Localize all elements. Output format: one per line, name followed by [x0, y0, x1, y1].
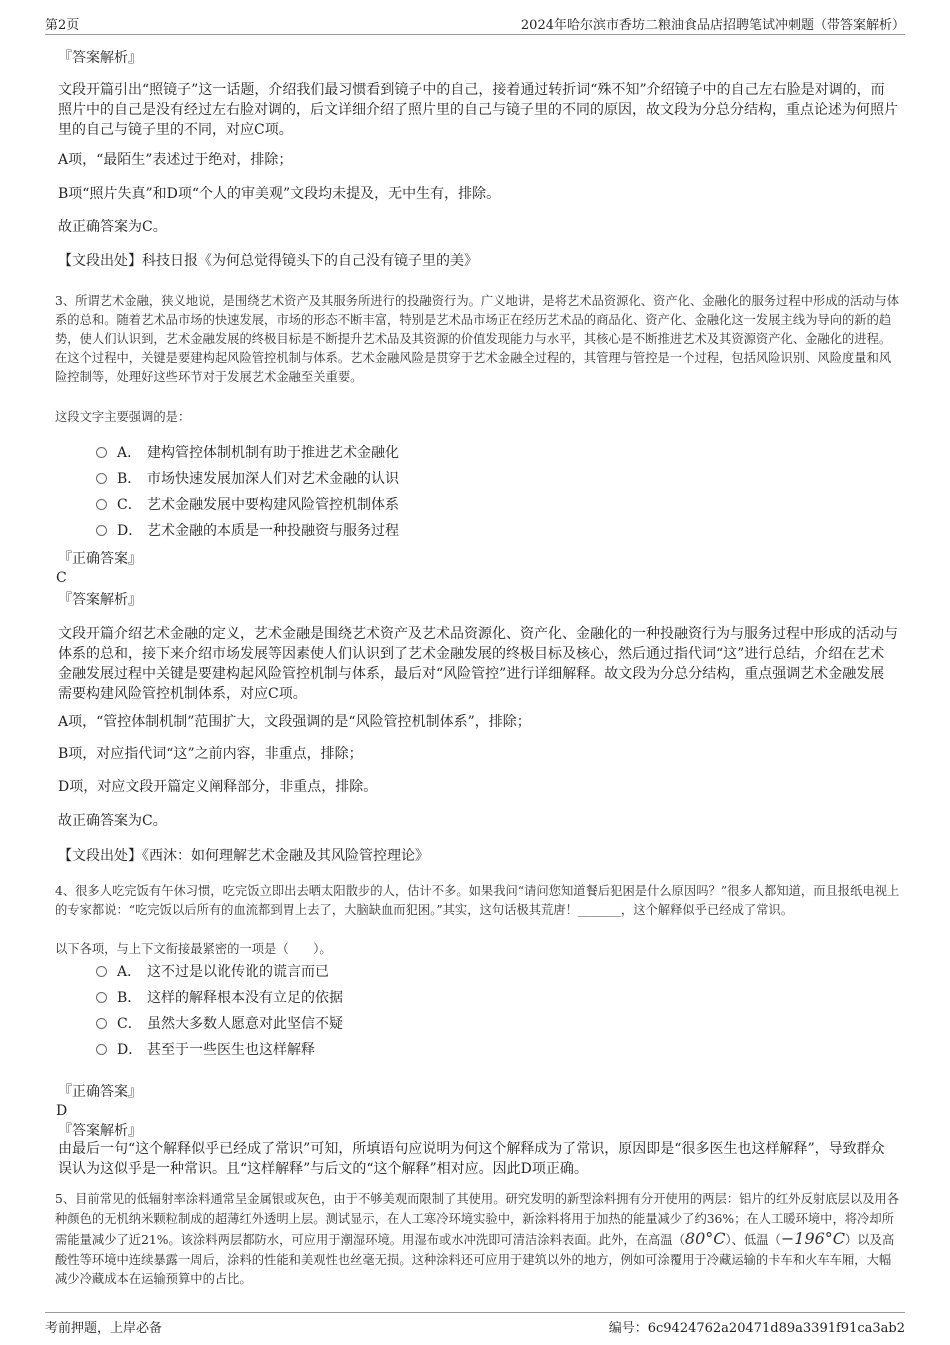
q3-analysis-text: 文段开篇介绍艺术金融的定义，艺术金融是围绕艺术资产及艺术品资源化、资产化、金融化的一种投融资行为与服务过程中形成的活动与体系的总和，接下来介绍市场发展等因素使人们认识到了艺术金融发展的终极目标及核心，然后通过指代词“这”进行总结，介绍在艺术金融发展过程中关键是要建构起风险管控机制与体系，最后对“风险管控”进行详细解释。故文段为分总分结构，重点强调艺术金融发展需要构建风险管控机制体系，对应C项。 — [58, 626, 898, 702]
document-id: 编号：6c9424762a20471d89a3391f91ca3ab2 — [608, 1321, 905, 1336]
q3-option-b-note: B项，对应指代词“这”之前内容，非重点，排除； — [58, 746, 363, 762]
document-title: 2024年哈尔滨市香坊二粮油食品店招聘笔试冲刺题（带答案解析） — [520, 18, 905, 33]
q3-option-d[interactable]: D． 艺术金融的本质是一种投融资与服务过程 — [96, 521, 399, 541]
q3-option-a[interactable]: A． 建构管控体制机制有助于推进艺术金融化 — [96, 443, 399, 463]
radio-icon[interactable] — [96, 966, 107, 977]
q5-stem: 5、目前常见的低辐射率涂料通常呈金属银或灰色，由于不够美观而限制了其使用。研究发明的新型涂料拥有分开使用的两层：铝片的红外反射底层以及用各种颜色的无机纳米颗粒制成的超薄红外透明上层。测试显示，在人工寒冷环境实验中，新涂料将用于加热的能量减少了约36%；在人工暖环境中，将冷却所需能量减少了近21%。该涂料两层都防水，可应用于潮湿环境。用湿布或水冲洗即可清洁涂料表面。此外，在高温（80°C）、低温（−196°C）以及高酸性等环境中连续暴露一周后，涂料的性能和美观性也丝毫无损。这种涂料还可应用于建筑以外的地方，例如可涂覆用于冷藏运输的卡车和火车车厢，大幅减少冷藏成本在运输预算中的占比。 — [55, 1192, 900, 1286]
page-footer — [45, 1312, 905, 1337]
q4-option-b[interactable]: B． 这样的解释根本没有立足的依据 — [96, 988, 343, 1008]
radio-icon[interactable] — [96, 525, 107, 536]
radio-icon[interactable] — [96, 447, 107, 458]
q2-analysis-title: 『答案解析』 — [58, 50, 142, 66]
q4-answer: D — [56, 1103, 68, 1119]
q3-option-c[interactable]: C． 艺术金融发展中要构建风险管控机制体系 — [96, 495, 399, 515]
page-number: 第2页 — [45, 18, 80, 33]
page-header — [45, 14, 905, 35]
q3-stem: 3、所谓艺术金融，狭义地说，是围绕艺术资产及其服务所进行的投融资行为。广义地讲，是将艺术品资源化、资产化、金融化的服务过程中形成的活动与体系的总和。随着艺术品市场的快速发展，市场的形态不断丰富，特别是艺术品市场正在经历艺术品的商品化、资产化、金融化这一发展主线为导向的新的趋势，使人们认识到，艺术金融发展的终极目标是不断提升艺术品及其资源的价值发现能力与水平，其核心是不断推进艺术及其资源资产化、金融化的进程。在这个过程中，关键是要建构起风险管控机制与体系。艺术金融风险是贯穿于艺术金融全过程的，其管理与管控是一个过程，包括风险识别、风险度量和风险控制等，处理好这些环节对于发展艺术金融至关重要。 — [55, 294, 900, 384]
radio-icon[interactable] — [96, 499, 107, 510]
q3-option-b[interactable]: B． 市场快速发展加深人们对艺术金融的认识 — [96, 469, 399, 489]
q3-option-a-note: A项，“管控体制机制”范围扩大，文段强调的是“风险管控机制体系”，排除； — [58, 714, 531, 730]
q2-option-bd-note: B项“照片失真”和D项“个人的审美观”文段均未提及，无中生有，排除。 — [58, 186, 501, 202]
q4-analysis-text: 由最后一句“这个解释似乎已经成了常识”可知，所填语句应说明为何这个解释成为了常识，原因即是“很多医生也这样解释”，导致群众误认为这似乎是一种常识。且“这样解释”与后文的“这个解释”相对应。因此D项正确。 — [58, 1141, 885, 1177]
radio-icon[interactable] — [96, 473, 107, 484]
footer-slogan: 考前押题，上岸必备 — [45, 1321, 163, 1336]
q4-option-c[interactable]: C． 虽然大多数人愿意对此坚信不疑 — [96, 1014, 343, 1034]
q3-question: 这段文字主要强调的是： — [55, 410, 191, 424]
q2-source: 【文段出处】科技日报《为何总觉得镜头下的自己没有镜子里的美》 — [58, 253, 478, 269]
temperature-low: −196°C — [780, 1229, 846, 1248]
q3-answer: C — [56, 570, 67, 586]
q4-answer-title: 『正确答案』 — [58, 1084, 142, 1100]
q4-stem: 4、很多人吃完饭有午休习惯，吃完饭立即出去晒太阳散步的人，估计不多。如果我问“请问您知道餐后犯困是什么原因吗？”很多人都知道，而且报纸电视上的专家都说：“吃完饭以后所有的血流都到胃上去了，大脑缺血而犯困。”其实，这句话极其荒唐！_______，这个解释似乎已经成了常识。 — [55, 884, 900, 917]
radio-icon[interactable] — [96, 1018, 107, 1029]
q3-conclusion: 故正确答案为C。 — [58, 813, 167, 829]
q4-analysis-title: 『答案解析』 — [58, 1123, 142, 1139]
q4-question: 以下各项，与上下文衔接最紧密的一项是（ ）。 — [55, 942, 332, 956]
q2-analysis-text: 文段开篇引出“照镜子”这一话题，介绍我们最习惯看到镜子中的自己，接着通过转折词“殊不知”介绍镜子中的自己左右脸是对调的，而照片中的自己是没有经过左右脸对调的，后文详细介绍了照片里的自己与镜子里的不同的原因，故文段为分总分结构，重点论述为何照片里的自己与镜子里的不同，对应C项。 — [58, 82, 898, 138]
radio-icon[interactable] — [96, 1044, 107, 1055]
temperature-high: 80°C — [684, 1229, 726, 1248]
radio-icon[interactable] — [96, 992, 107, 1003]
q4-option-a[interactable]: A． 这不过是以讹传讹的谎言而已 — [96, 962, 329, 982]
q4-option-d[interactable]: D． 甚至于一些医生也这样解释 — [96, 1040, 315, 1060]
q2-option-a-note: A项，“最陌生”表述过于绝对，排除； — [58, 152, 293, 168]
q3-answer-title: 『正确答案』 — [58, 551, 142, 567]
q2-conclusion: 故正确答案为C。 — [58, 219, 167, 235]
q3-source: 【文段出处】《西沐：如何理解艺术金融及其风险管控理论》 — [58, 848, 429, 864]
q3-analysis-title: 『答案解析』 — [58, 592, 142, 608]
q3-option-d-note: D项，对应文段开篇定义阐释部分，非重点，排除。 — [58, 779, 378, 795]
